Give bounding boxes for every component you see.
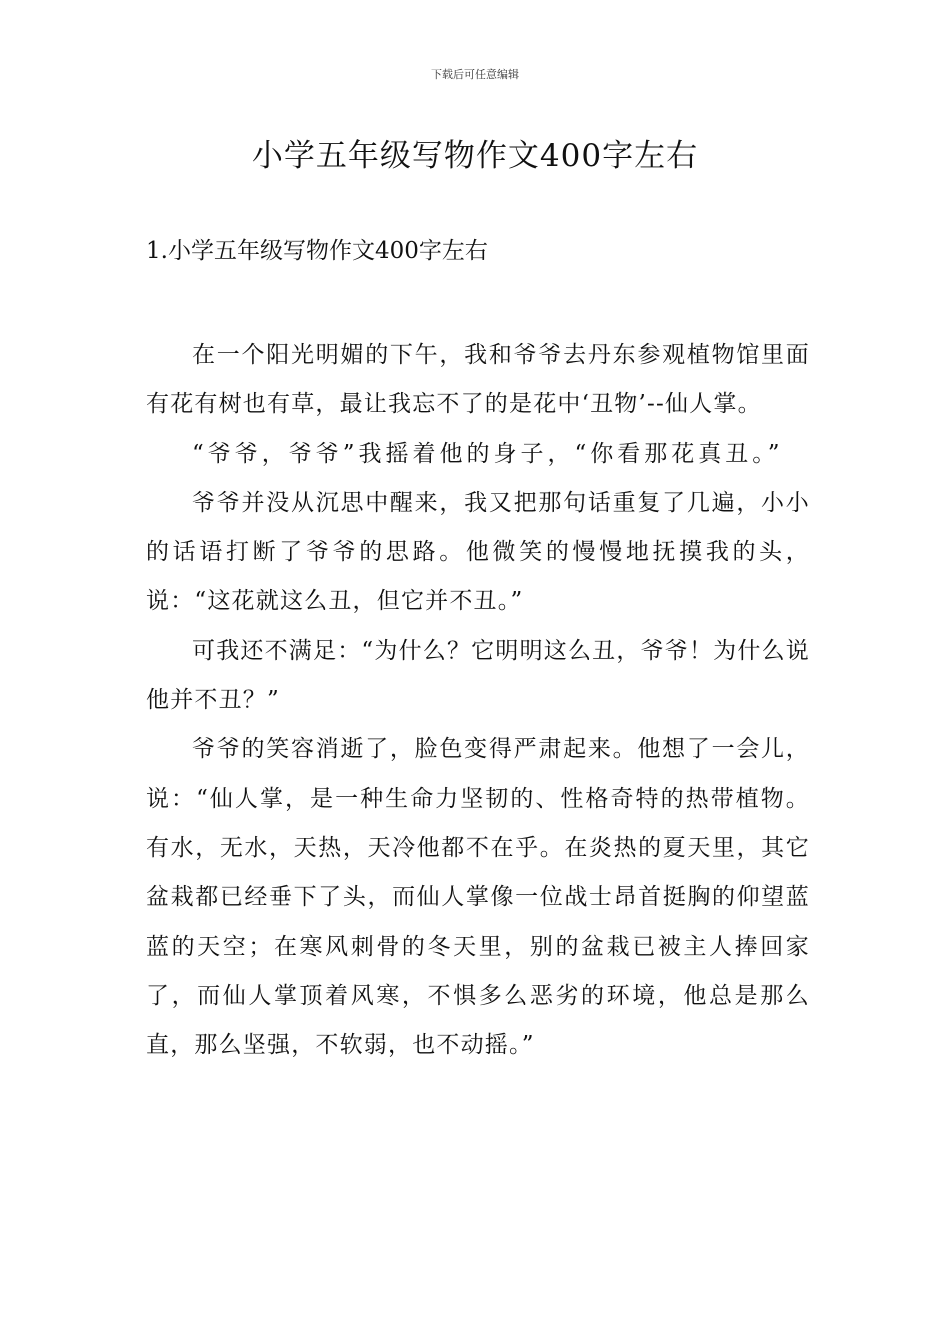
- section-heading: 1.小学五年级写物作文400字左右: [146, 238, 488, 264]
- paragraph-2: “爷爷，爷爷”我摇着他的身子，“你看那花真丑。”: [192, 440, 784, 467]
- paragraph-3: 爷爷并没从沉思中醒来，我又把那句话重复了几遍，小小的话语打断了爷爷的思路。他微笑的慢慢地抚摸我的头，说：“这花就这么丑，但它并不丑。”: [146, 489, 810, 615]
- document-title: 小学五年级写物作文400字左右: [251, 138, 699, 174]
- article-body: [146, 331, 810, 1070]
- header-note: 下载后可任意编辑: [431, 68, 519, 81]
- paragraph-1: 在一个阳光明媚的下午，我和爷爷去丹东参观植物馆里面有花有树也有草，最让我忘不了的是花中‘丑物’--仙人掌。: [146, 342, 810, 418]
- paragraph-5: 爷爷的笑容消逝了，脸色变得严肃起来。他想了一会儿，说：“仙人掌，是一种生命力坚韧的、性格奇特的热带植物。有水，无水，天热，天冷他都不在乎。在炎热的夏天里，其它盆栽都已经垂下了头，而仙人掌像一位战士昂首挺胸的仰望蓝蓝的天空；在寒风刺骨的冬天里，别的盆栽已被主人捧回家了，而仙人掌顶着风寒，不惧多么恶劣的环境，他总是那么直，那么坚强，不软弱，也不动摇。”: [146, 736, 810, 1059]
- paragraph-4: 可我还不满足：“为什么？它明明这么丑，爷爷！为什么说他并不丑？”: [146, 637, 810, 714]
